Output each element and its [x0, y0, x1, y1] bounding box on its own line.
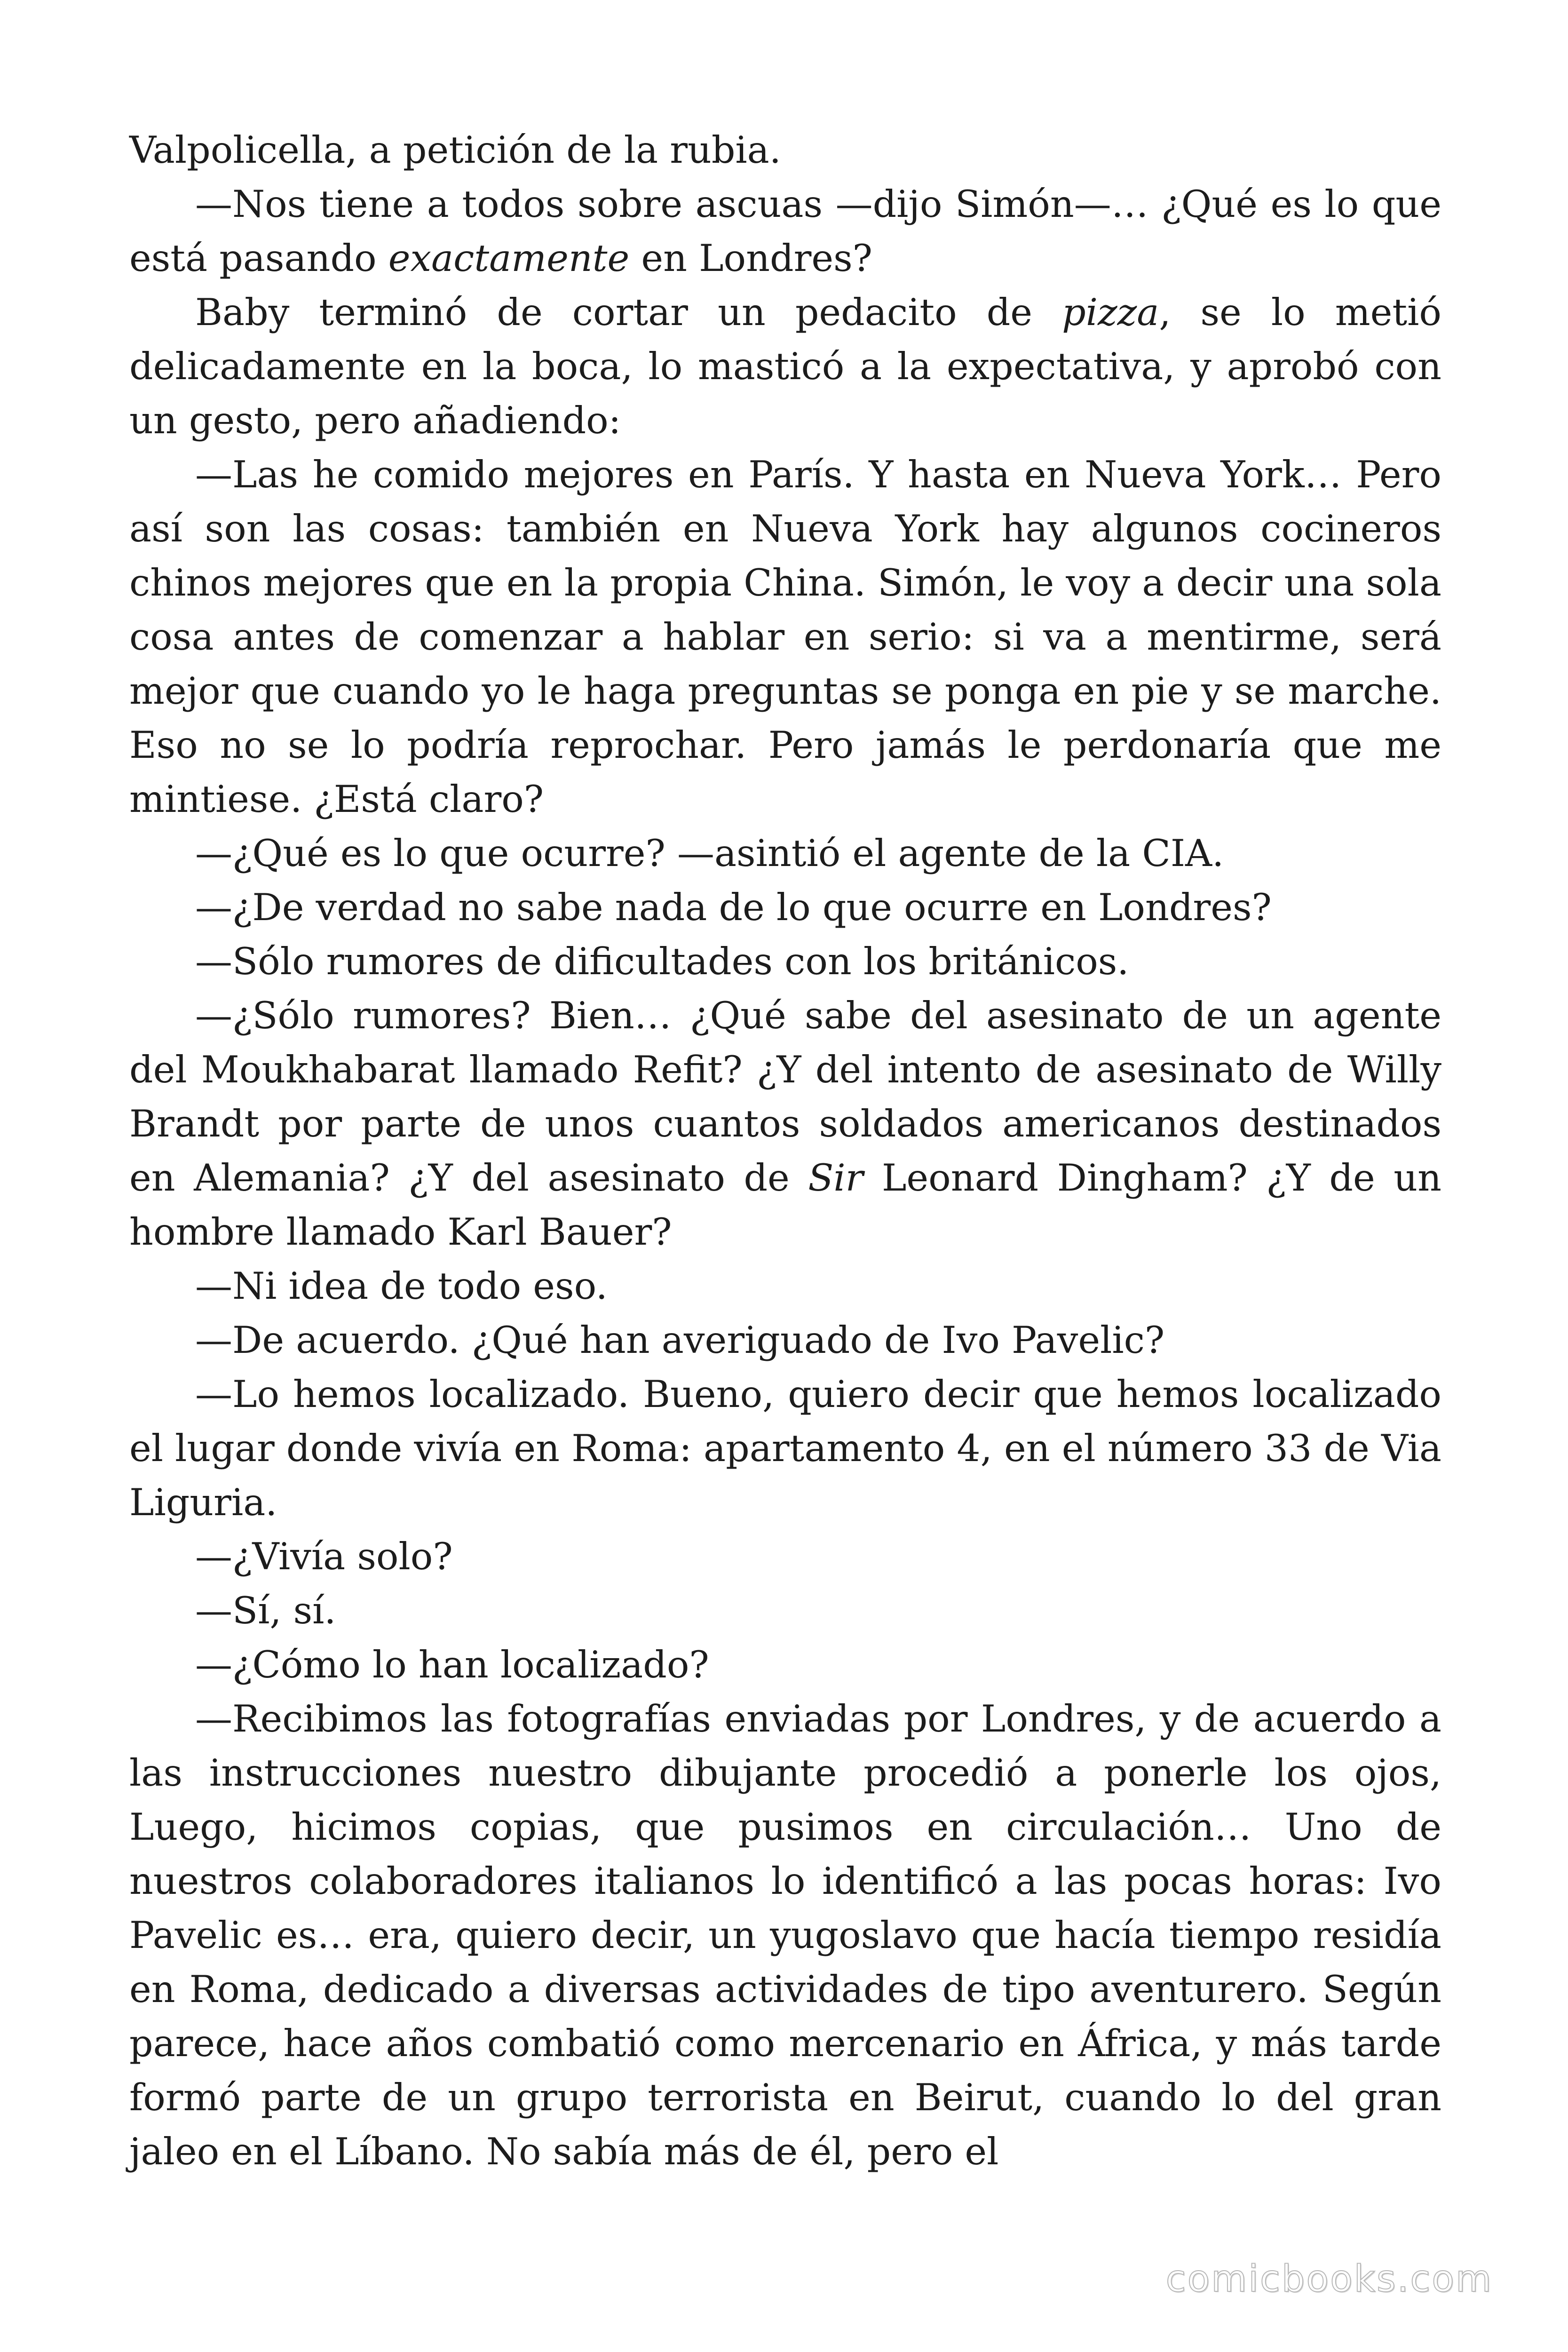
paragraph	[129, 1638, 1441, 1692]
paragraph	[129, 1367, 1441, 1530]
paragraph	[129, 1313, 1441, 1367]
paragraph	[129, 935, 1441, 989]
text-run: —Recibimos las fotografías enviadas por Londres, y de acuerdo a las instrucciones nuestro dibujante procedió a ponerle los ojos, Luego, hicimos copias, que pusimos en circulación… Uno de nuestros colaboradores italianos lo identificó a las pocas horas: Ivo Pavelic es… era, quiero decir, un yugoslavo que hacía tiempo residía en Roma, dedicado a diversas actividades de tipo aventurero. Según parece, hace años combatió como mercenario en África, y más tarde formó parte de un grupo terrorista en Beirut, cuando lo del gran jaleo en el Líbano. No sabía más de él, pero el	[129, 1697, 1441, 2173]
paragraph	[129, 826, 1441, 881]
text-run: , se lo metió delicadamente en la boca, lo masticó a la expectativa, y aprobó con un gesto, pero añadiendo:	[129, 291, 1441, 442]
body-text	[129, 123, 1441, 2179]
text-run: —¿De verdad no sabe nada de lo que ocurre en Londres?	[195, 886, 1272, 929]
italic-run: exactamente	[388, 237, 630, 280]
text-run: —¿Vivía solo?	[195, 1535, 453, 1578]
text-run: —De acuerdo. ¿Qué han averiguado de Ivo Pavelic?	[195, 1319, 1165, 1362]
text-run: —Las he comido mejores en París. Y hasta en Nueva York… Pero así son las cosas: también en Nueva York hay algunos cocineros chinos mejores que en la propia China. Simón, le voy a decir una sola cosa antes de comenzar a hablar en serio: si va a mentirme, será mejor que cuando yo le haga preguntas se ponga en pie y se marche. Eso no se lo podría reprochar. Pero jamás le perdonaría que me mintiese. ¿Está claro?	[129, 453, 1441, 821]
paragraph	[129, 1530, 1441, 1584]
text-run: —Sí, sí.	[195, 1589, 336, 1632]
text-run: —Lo hemos localizado. Bueno, quiero decir que hemos localizado el lugar donde vivía en Roma: apartamento 4, en el número 33 de Via Liguria.	[129, 1373, 1441, 1524]
text-run: Leonard Dingham? ¿Y de un hombre llamado Karl Bauer?	[129, 1156, 1441, 1254]
paragraph	[129, 123, 1441, 177]
italic-run: pizza	[1062, 291, 1159, 334]
text-run: —Nos tiene a todos sobre ascuas —dijo Simón—… ¿Qué es lo que está pasando	[129, 183, 1441, 280]
paragraph	[129, 1259, 1441, 1313]
text-run: —Ni idea de todo eso.	[195, 1264, 608, 1308]
text-run: en Londres?	[629, 237, 872, 280]
paragraph	[129, 1584, 1441, 1638]
italic-run: Sir	[808, 1156, 863, 1200]
paragraph	[129, 881, 1441, 935]
text-run: —¿Qué es lo que ocurre? —asintió el agente de la CIA.	[195, 832, 1224, 875]
paragraph	[129, 177, 1441, 286]
text-run: —¿Cómo lo han localizado?	[195, 1643, 709, 1686]
text-run: —Sólo rumores de dificultades con los británicos.	[195, 940, 1129, 983]
paragraph	[129, 1692, 1441, 2179]
text-run: Valpolicella, a petición de la rubia.	[129, 128, 781, 172]
text-run: —¿Sólo rumores? Bien… ¿Qué sabe del asesinato de un agente del Moukhabarat llamado Refit? ¿Y del intento de asesinato de Willy Brandt por parte de unos cuantos soldados americanos destinados en Alemania? ¿Y del asesinato de	[129, 994, 1441, 1200]
paragraph	[129, 286, 1441, 448]
text-run: Baby terminó de cortar un pedacito de	[195, 291, 1062, 334]
paragraph	[129, 989, 1441, 1259]
watermark: comicbooks.com	[1165, 2258, 1493, 2300]
paragraph	[129, 448, 1441, 826]
